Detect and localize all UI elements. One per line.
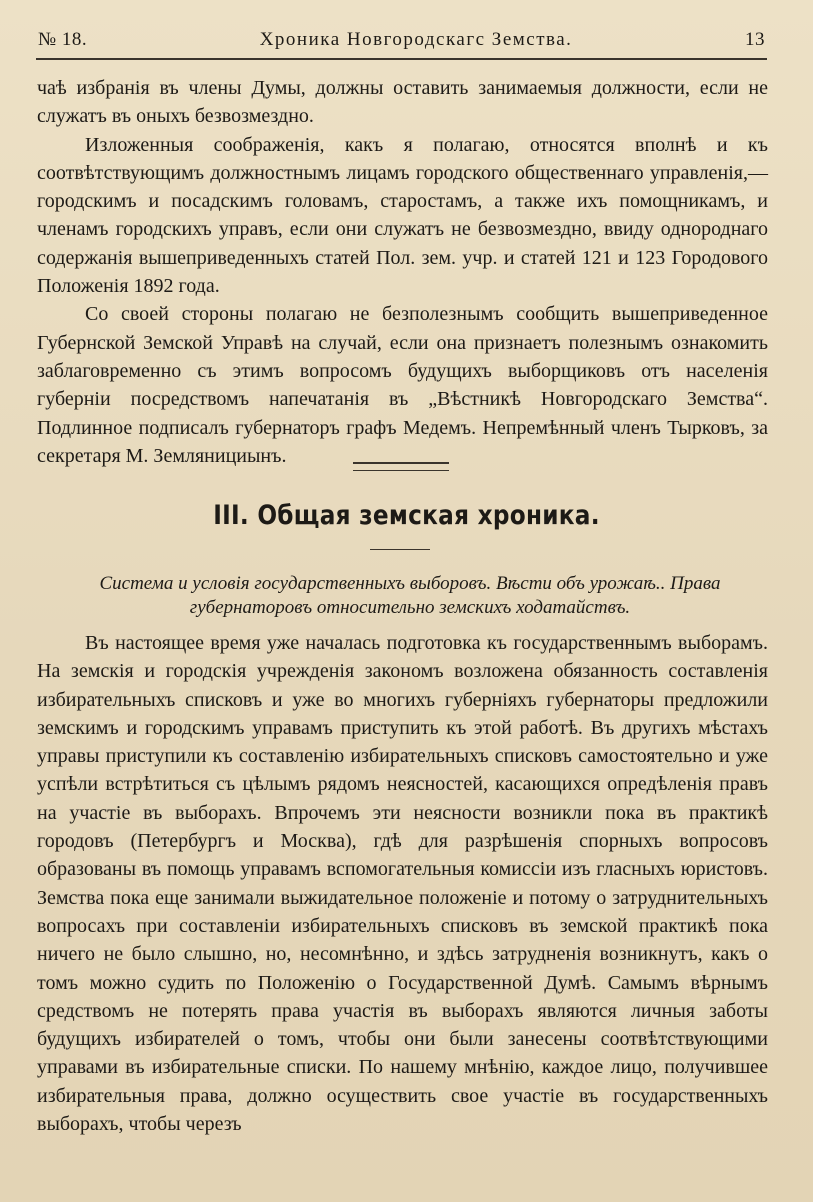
- section-body: [37, 629, 768, 1138]
- issue-number: № 18.: [38, 29, 88, 50]
- intro-text: [37, 74, 768, 470]
- page-number: 13: [744, 29, 765, 50]
- section-divider: [353, 462, 449, 471]
- paragraph: Изложенныя соображенія, какъ я полагаю, относятся вполнѣ и къ соотвѣтствующимъ должностнымъ лицамъ городского общественнаго управленія,—городскимъ и посадскимъ головамъ, старостамъ, а также ихъ помощникамъ, и членамъ городскихъ управъ, если они служатъ не безвозмездно, ввиду однороднаго содержанія вышеприведенныхъ статей Пол. зем. учр. и статей 121 и 123 Городового Положенія 1892 года.: [37, 133, 768, 298]
- header-rule: [36, 58, 767, 60]
- running-title: Хроника Новгородскагс Земства.: [259, 29, 573, 50]
- heading-underline: [370, 549, 430, 550]
- paragraph: Въ настоящее время уже началась подготовка къ государственнымъ выборамъ. На земскія и городскія учрежденія закономъ возложена обязанность составленія избирательныхъ списковъ и уже во многихъ губерніяхъ губернаторы предложили земскимъ и городскимъ управамъ приступить къ этой работѣ. Въ другихъ мѣстахъ управы приступили къ составленію избирательныхъ списковъ самостоятельно и уже успѣли встрѣтиться съ цѣлымъ рядомъ неясностей, касающихся опредѣленія правъ на участіе въ выборахъ. Впрочемъ эти неясности возникли пока въ практикѣ городовъ (Петербургъ и Москва), гдѣ для разрѣшенія спорныхъ вопросовъ образованы въ помощь управамъ вспомогательныя комиссіи изъ гласныхъ юристовъ. Земства пока еще занимали выжидательное положеніе и потому о затруднительныхъ вопросахъ при составленіи избирательныхъ списковъ въ земской практикѣ пока ничего не было слышно, но, несомнѣнно, и здѣсь затрудненія возникнутъ, какъ о томъ можно судить по Положенію о Государственной Думѣ. Самымъ вѣрнымъ средствомъ не потерять права участія въ выборахъ являются личныя заботы будущихъ избирателей о томъ, чтобы они были занесены соотвѣтствующими управами въ избирательные списки. По нашему мнѣнію, каждое лицо, получившее избирательныя права, должно осуществить свое участіе въ государственныхъ выборахъ, чтобы черезъ: [37, 632, 768, 1136]
- paragraph-continuation: чаѣ избранія въ члены Думы, должны оставить занимаемыя должности, если не служатъ въ оныхъ безвозмездно.: [37, 77, 768, 128]
- section-heading: III. Общая земская хроника.: [213, 500, 600, 531]
- section-summary: Система и условія государственныхъ выборовъ. Вѣсти объ урожаѣ.. Права губернаторовъ относительно земскихъ ходатайствъ.: [99, 573, 721, 618]
- page-header: [38, 24, 765, 56]
- paragraph: Со своей стороны полагаю не безполезнымъ сообщить вышеприведенное Губернской Земской Управѣ на случай, если она признаетъ полезнымъ ознакомить заблаговременно съ этимъ вопросомъ будущихъ выборщиковъ отъ населенія губерніи посредствомъ напечатанія въ „Вѣстникѣ Новгородскаго Земства“. Подлинное подписалъ губернаторъ графъ Медемъ. Непремѣнный членъ Тырковъ, за секретаря М. Землянициынъ.: [37, 303, 768, 467]
